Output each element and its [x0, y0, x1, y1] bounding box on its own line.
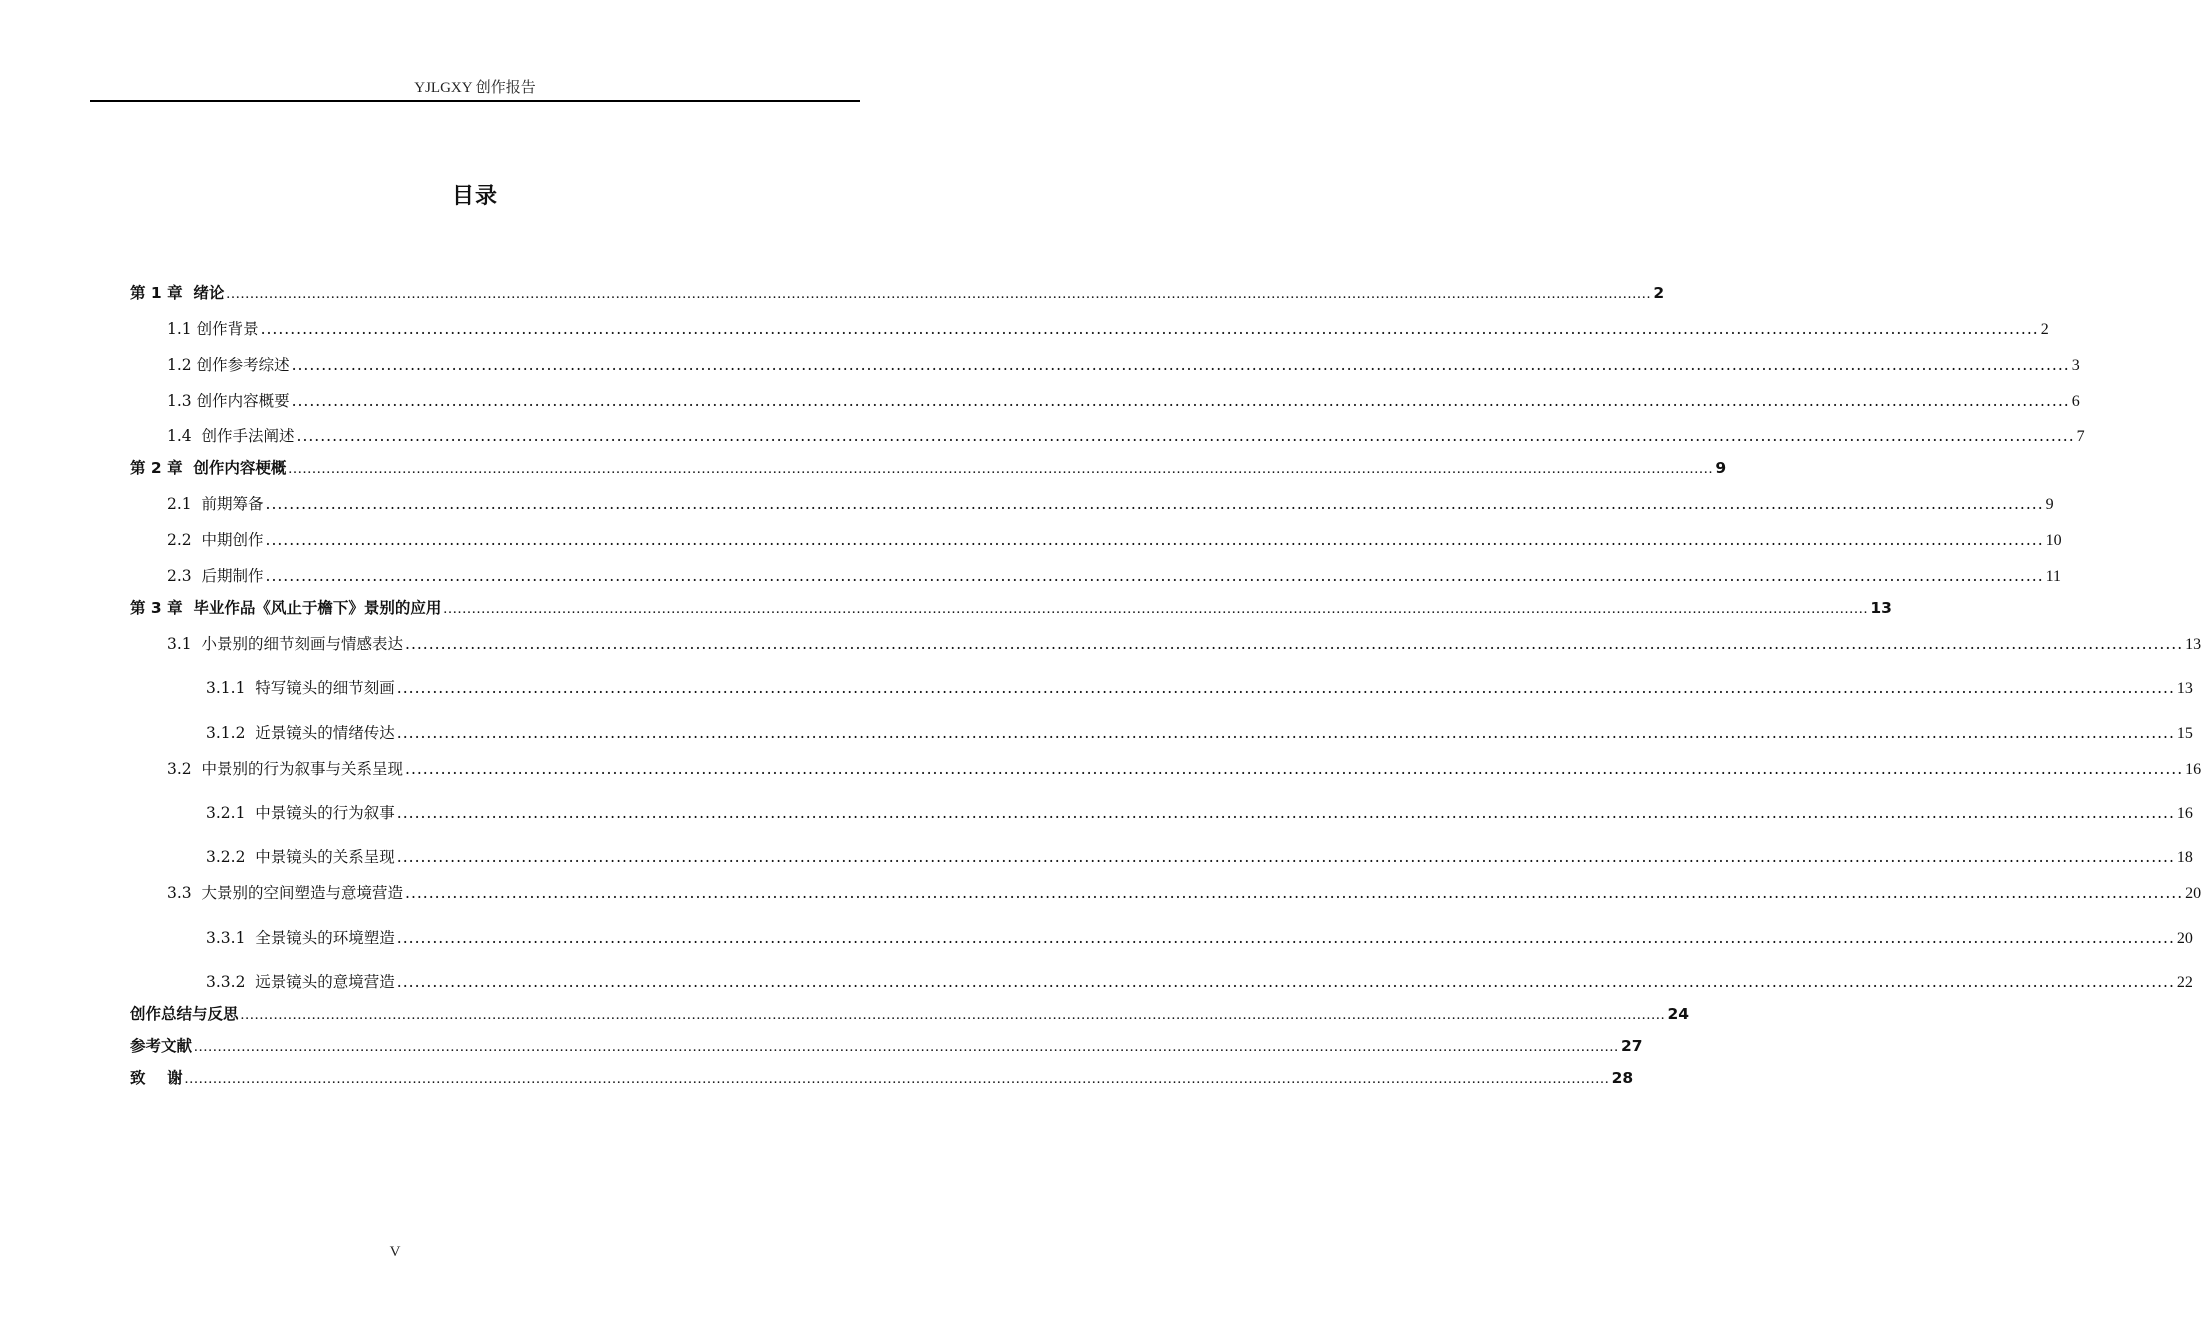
toc-entry-label: 3.1 小景别的细节刻画与情感表达: [167, 635, 404, 653]
toc-entry-page: 24: [1667, 1005, 1690, 1023]
toc-entry[interactable]: [130, 757, 2201, 779]
toc-entry-label: 第 2 章 创作内容梗概: [130, 459, 287, 477]
toc-entry-label: 2.3 后期制作: [167, 567, 264, 585]
toc-entry-label: 创作总结与反思: [130, 1005, 239, 1023]
toc-dot-leader: ............................................................................................................................................................................................................................................................................................................: [291, 392, 2070, 410]
toc-entry-page: 13: [1870, 599, 1892, 617]
toc-entry-label: 第 1 章 绪论: [130, 284, 225, 302]
toc-entry[interactable]: [130, 596, 1892, 618]
toc-entry-label: 3.1.2 近景镜头的情绪传达: [206, 724, 395, 742]
toc-entry[interactable]: [130, 424, 2085, 446]
toc-dot-leader: ............................................................................................................................................................................................................................................................................................................: [226, 286, 1652, 302]
running-header: YJLGXY 创作报告: [414, 80, 536, 96]
toc-entry[interactable]: [130, 492, 2054, 514]
toc-entry-page: 11: [2045, 568, 2062, 585]
toc-entry[interactable]: [130, 389, 2080, 411]
toc-entry[interactable]: [130, 1066, 1634, 1088]
toc-entry-page: 28: [1611, 1069, 1634, 1087]
toc-entry-page: 16: [2176, 805, 2193, 822]
toc-entry[interactable]: [130, 926, 2193, 948]
toc-dot-leader: ............................................................................................................................................................................................................................................................................................................: [396, 724, 2175, 742]
toc-entry-page: 18: [2176, 849, 2193, 866]
toc-entry[interactable]: [130, 564, 2062, 586]
toc-entry-label: 3.2.1 中景镜头的行为叙事: [206, 804, 395, 822]
toc-entry-label: 1.1 创作背景: [167, 320, 259, 338]
toc-dot-leader: ............................................................................................................................................................................................................................................................................................................: [265, 567, 2044, 585]
toc-entry[interactable]: [130, 353, 2080, 375]
header-rule: [90, 100, 860, 102]
toc-dot-leader: ............................................................................................................................................................................................................................................................................................................: [396, 679, 2175, 697]
toc-entry[interactable]: [130, 456, 1727, 478]
toc-entry-label: 3.1.1 特写镜头的细节刻画: [206, 679, 395, 697]
toc-entry-label: 3.2.2 中景镜头的关系呈现: [206, 848, 395, 866]
toc-entry-page: 13: [2176, 680, 2193, 697]
toc-entry-page: 22: [2176, 974, 2193, 991]
toc-entry-page: 7: [2076, 428, 2085, 445]
toc-dot-leader: ............................................................................................................................................................................................................................................................................................................: [288, 461, 1714, 477]
toc-entry-label: 3.3.2 远景镜头的意境营造: [206, 973, 395, 991]
page-title: 目录: [451, 184, 498, 209]
toc-entry-label: 参考文献: [130, 1037, 193, 1055]
toc-entry[interactable]: [130, 317, 2049, 339]
toc-entry-page: 2: [1653, 284, 1665, 302]
toc-entry-label: 1.4 创作手法阐述: [167, 427, 295, 445]
toc-dot-leader: ............................................................................................................................................................................................................................................................................................................: [396, 973, 2175, 991]
toc-entry[interactable]: [130, 721, 2193, 743]
toc-dot-leader: ............................................................................................................................................................................................................................................................................................................: [265, 495, 2044, 513]
toc-entry-page: 27: [1621, 1037, 1643, 1055]
toc-dot-leader: ............................................................................................................................................................................................................................................................................................................: [265, 531, 2044, 549]
toc-dot-leader: ............................................................................................................................................................................................................................................................................................................: [260, 320, 2039, 338]
toc-entry[interactable]: [130, 801, 2193, 823]
toc-dot-leader: ............................................................................................................................................................................................................................................................................................................: [443, 601, 1869, 617]
toc-dot-leader: ............................................................................................................................................................................................................................................................................................................: [291, 356, 2070, 374]
toc-entry-page: 3: [2071, 357, 2080, 374]
toc-dot-leader: ............................................................................................................................................................................................................................................................................................................: [405, 884, 2184, 902]
toc-entry[interactable]: [130, 970, 2193, 992]
toc-dot-leader: ............................................................................................................................................................................................................................................................................................................: [405, 760, 2184, 778]
toc-dot-leader: ............................................................................................................................................................................................................................................................................................................: [396, 804, 2175, 822]
toc-entry-label: 3.2 中景别的行为叙事与关系呈现: [167, 760, 404, 778]
toc-entry[interactable]: [130, 1002, 1690, 1024]
toc-entry[interactable]: [130, 1034, 1643, 1056]
toc-entry-page: 6: [2071, 393, 2080, 410]
toc-entry-page: 9: [1715, 459, 1727, 477]
toc-entry[interactable]: [130, 881, 2201, 903]
toc-entry[interactable]: [130, 845, 2193, 867]
toc-entry[interactable]: [130, 281, 1665, 303]
toc-entry-label: 1.2 创作参考综述: [167, 356, 290, 374]
toc-entry-page: 20: [2176, 930, 2193, 947]
toc-dot-leader: ............................................................................................................................................................................................................................................................................................................: [194, 1039, 1620, 1055]
toc-entry-label: 3.3 大景别的空间塑造与意境营造: [167, 884, 404, 902]
toc-dot-leader: ............................................................................................................................................................................................................................................................................................................: [240, 1007, 1666, 1023]
toc-entry-page: 9: [2045, 496, 2054, 513]
toc-entry-page: 20: [2185, 885, 2201, 902]
toc-entry-label: 1.3 创作内容概要: [167, 392, 290, 410]
toc-entry-label: 2.2 中期创作: [167, 531, 264, 549]
toc-entry-page: 15: [2176, 725, 2193, 742]
toc-entry-page: 2: [2040, 321, 2049, 338]
toc-entry-label: 3.3.1 全景镜头的环境塑造: [206, 929, 395, 947]
toc-entry-page: 16: [2185, 761, 2201, 778]
toc-dot-leader: ............................................................................................................................................................................................................................................................................................................: [396, 848, 2175, 866]
toc-entry-label: 2.1 前期筹备: [167, 495, 264, 513]
toc-dot-leader: ............................................................................................................................................................................................................................................................................................................: [396, 929, 2175, 947]
toc-entry[interactable]: [130, 676, 2193, 698]
toc-dot-leader: ............................................................................................................................................................................................................................................................................................................: [296, 427, 2075, 445]
toc-entry[interactable]: [130, 528, 2062, 550]
page-number: V: [389, 1244, 401, 1260]
toc-dot-leader: ............................................................................................................................................................................................................................................................................................................: [405, 635, 2184, 653]
toc-entry-label: 致 谢: [130, 1069, 183, 1087]
toc-entry[interactable]: [130, 632, 2201, 654]
toc-entry-page: 10: [2045, 532, 2062, 549]
toc-entry-label: 第 3 章 毕业作品《风止于檐下》景别的应用: [130, 599, 442, 617]
toc-entry-page: 13: [2185, 636, 2201, 653]
toc-dot-leader: ............................................................................................................................................................................................................................................................................................................: [184, 1071, 1610, 1087]
